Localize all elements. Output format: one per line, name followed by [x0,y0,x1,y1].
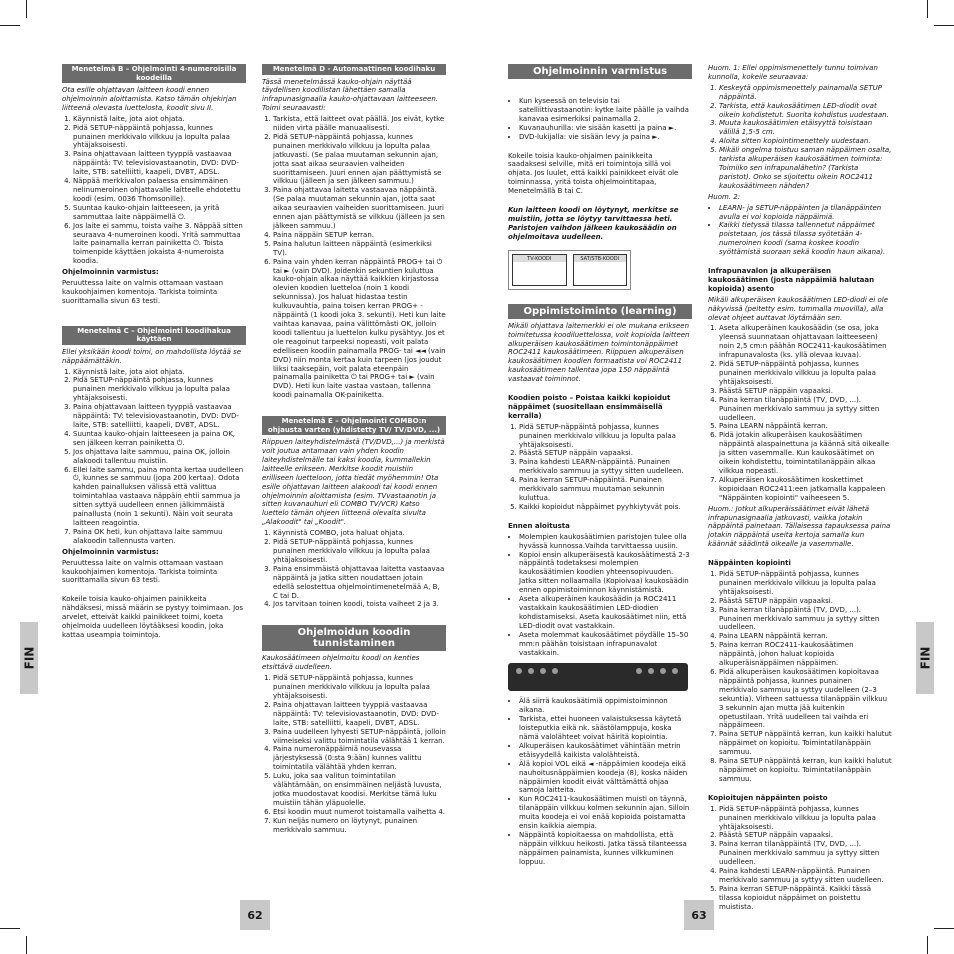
step: 4. Paina LEARN näppäintä kerran. [719,632,892,641]
bullet-item: • Kaikki tietyssä tilassa tallennetut näppäimet poistetaan, jos tässä tilassa syötetään 4-numeroinen koodi (sama koskee koodin syöttämistä suoraan sekä koodin haun aikana). [719,221,892,257]
step: 1. Pidä SETUP-näppäintä pohjassa, kunnes punainen merkkivalo vilkkuu ja lopulta palaa yhtäjaksoisesti. [273,674,446,701]
intro-text: Ota esille ohjattavan laitteen koodi ennen ohjelmoinnin aloittamista. Katso tämän ohjekirjan liitteenä olevasta luettelosta, koodit sivu II. [62,86,237,112]
code-note-boxes [508,250,631,290]
step: 3. Paina kerran tilanäppäintä (TV, DVD, ...). Punainen merkkivalo sammuu ja syttyy sitten uudelleen. [719,840,892,867]
step: 6. Pidä alkuperäisen kaukosäätimen kopioitavaa näppäintä pohjassa, kunnes punainen merkkivalo sammuu ja syttyy uudelleen (2–3 sekuntia). Virheen sattuessa tilanäppäin vilkkuu 3 sekunnin ajan mutta jää kuitenkin opetustilaan. Yritä uudelleen tai vaihda eri näppäimeen. [719,668,892,730]
steps-list [62,368,246,546]
step: 1. Aseta alkuperäinen kaukosäädin (se osa, joka yleensä suunnataan ohjattavaan laitteeseen) noin 2,5 cm:n päähän ROC2411-kaukosäätimen infrapunavalosta (ks. yllä olevaa kuvaa). [719,324,892,360]
bullet-list [508,97,692,142]
column-4 [708,64,892,914]
step: 1. Käynnistä COMBO, jota haluat ohjata. [273,529,446,538]
step: 3. Paina ohjattavaan laitteen tyyppiä vastaavaa näppäintä: TV: televisiovastaanotin, DVD: DVD-laite, STB: satelliitti, kaapeli, DVBT, ADSL. [73,403,246,430]
steps-list [708,570,892,784]
section-header-learning: Oppimistoiminto (learning) [508,304,692,319]
page-number-left: 62 [240,900,270,930]
step: 6. Ellei laite sammu, paina monta kertaa uudelleen ⏻, kunnes se sammuu (jopa 200 kertaa). Odota kahden painalluksen välissä että valittua toimintahlaa vastaava näppäin ehtii sammua ja sitten syttyä uudelleen ennen jälkimmäistä painallusta (noin 1 sekunti). Näin voit seurata laitteen reagointia. [73,466,246,528]
step: 4. Paina numeronäppäimiä nousevassa järjestyksessä (0:sta 9:ään) kunnes valittu toimintatila välähtää yhden kerran. [273,745,446,772]
step: 4. Jos tarvitaan toinen koodi, toista vaiheet 2 ja 3. [273,600,446,609]
step: 1. Tarkista, että laitteet ovat päällä. Jos eivät, kytke niiden virta päälle manuaalisesti. [273,115,446,133]
intro-text: Ellei yksikään koodi toimi, on mahdollista löytää se näppäämättäkin. [62,347,242,365]
step: 2. Päästä SETUP näppäin vapaaksi. [719,597,892,606]
steps-list [508,423,692,512]
bullet-list [508,697,692,866]
section-header-code-identification: Ohjelmoidun koodin tunnistaminen [262,625,446,651]
step: 2. Tarkista, että kaukosäätimen LED-diodit ovat oikein kohdistetut. Suorita kohdistus uudestaan. [719,102,892,120]
step: 3. Paina ensimmäistä ohjattavaa laitetta vastaavaa näppäintä ja jatka sitten noudattaen jotain edellä selostettua ohjelmointimenetelmää A, B, C tai D. [273,565,446,601]
step: 5. Jos ohjattava laite sammuu, paina OK, jolloin alakoodi tallentuu muistiin. [73,448,246,466]
step: 1. Käynnistä laite, jota aiot ohjata. [73,368,246,377]
step: 3. Paina kahdesti LEARN-näppäintä. Punainen merkkivalo sammuu ja syttyy sitten uudelleen. [519,458,692,476]
step: 5. Paina LEARN näppäintä kerran. [719,422,892,431]
bullet-list [508,533,692,658]
bullet-item: • Älä siirrä kaukosäätimiä oppimistoiminnon aikana. [519,697,692,715]
page-number-right: 63 [684,900,714,930]
intro-text: Tässä menetelmässä kauko-ohjain näyttää täydellisen koodilistan lähettäen samalla infrapunasignaalia kauko-ohjattavaan laitteeseen. Toimi seuraavasti: [262,77,439,113]
steps-list [708,84,892,191]
warning-text: Kun laitteen koodi on löytynyt, merkitse se muistiin, jotta se löytyy tarvittaessa heti. Paristojen vaihdon jälkeen kaukosäädin on ohjelmoitava uudelleen. [508,206,679,241]
paragraph: Peruuttessa laite on valmis ottamaan vastaan kaukoohjaimen komentoja. Tarkista toiminta suorittamalla sivun 63 testi. [62,279,224,305]
step: 4. Paina näppäin SETUP kerran. [273,231,446,240]
crop-mark [934,928,954,929]
step: 5. Kaikki kopioidut näppäimet pyyhkiytyvät pois. [519,503,692,512]
step: 2. Paina ohjattavan laitteen tyyppiä vastaavaa näppäintä: TV: televisiovastaanotin, DVD: DVD-laite, STB: satelliitti, kaapeli, DVBT, ADSL. [273,701,446,728]
note-text: Huom. 1: Ellei oppimismenettely tunnu toimivan kunnolla, kokeile seuraavaa: [708,64,878,81]
step: 4. Paina kahdesti LEARN-näppäintä. Punainen merkkivalo sammuu ja syttyy sitten uudelleen. [719,867,892,885]
section-header-method-c: Menetelmä C – Ohjelmointi koodihakua käyttäen [62,326,246,345]
step: 4. Paina kerran tilanäppäintä (TV, DVD, ...). Punainen merkkivalo sammuu ja syttyy sitten uudelleen. [719,396,892,423]
step: 5. Paina kerran ROC2411-kaukosäätimen näppäintä, johon haluat kopioida alkuperäisnäppäimen näppäimen. [719,641,892,668]
step: 2. Pidä SETUP-näppäintä pohjassa, kunnes punainen merkkivalo vilkkuu ja lopulta palaa jatkuvasti. (Se palaa muutaman sekunnin ajan, jotta saat aikaa seuraavien vaiheiden suorittamiseen. Juuri ennen ajan päättymistä se vilkkuu (jälleen ja sen jälkeen sammuu.) [273,133,446,186]
bullet-item: • LEARN- ja SETUP-näppäinten ja tilanäppäinten avulla ei voi kopioida näppäimiä. [719,204,892,222]
step: 7. Paina SETUP näppäintä kerran, kun kaikki halutut näppäimet on kopioitu. Toimintatilanäppäin sammuu. [719,730,892,757]
section-header-method-d: Menetelmä D - Automaattinen koodihaku [262,64,446,75]
intro-text: Kaukosäätimeen ohjelmoitu koodi on kenties etsittävä uudelleen. [262,654,420,672]
section-header-method-e: Menetelmä E – Ohjelmointi COMBO:n ohjausta varten (yhdistetty TV/ TV/DVD, ...) [262,416,446,435]
note-text: Huom.: Jotkut alkuperäissäätimet eivät lähetä infrapunasignaalia jatkuvasti, vaikka jotakin näppäintä painetaan. Tällaisessa tapauksessa paina jotakin näppäintä useita kertoja samalla kun käännät säädintä oikealle ja vasemmalle. [708,504,891,549]
step: 4. Näppää merkkivalon palaessa ensimmäinen nelinumeroinen ohjattavalle laitteelle ehdotettu koodi (esim. 0036 Thomsonille). [73,177,246,204]
bullet-item: • Älä kopioi VOL eikä ◄ -näppäimien koodeja eikä nauhoitusnäppäimien koodeja (8), koska näiden näppäimien koodit eivät välttämättä ohjaa samoja laitteita. [519,760,692,796]
step: 1. Pidä SETUP-näppäintä pohjassa, kunnes punainen merkkivalo vilkkuu ja lopulta palaa yhtäjaksoisesti. [519,423,692,450]
column-1 [62,64,246,642]
step: 1. Pidä SETUP-näppäintä pohjassa, kunnes punainen merkkivalo vilkkuu ja lopulta palaa yhtäjaksoisesti. [719,805,892,832]
step: 6. Etsi koodin muut numerot toistamalla vaihetta 4. [273,808,446,817]
language-tab-label: FIN [22,646,36,670]
bullet-item: • Kun ROC2411-kaukosäätimen muisti on täynnä, tilanäppäin vilkkuu kolmen sekunnin ajan. Silloin muita koodeja ei voi enää kopioida poistamatta ensin kaikkia aiempia. [519,795,692,831]
bullet-item: • Tarkista, ettei huoneen valaistuksessa käytetä loisteputkia eikä nk. säästölamppuja, koska nämä valolähteet voivat häiritä kopiointia. [519,715,692,742]
intro-text: Riippuen laiteyhdistelmästä (TV/DVD,...) ja merkistä voit joutua antamaan vain yhden koodin laiteyhdistelmälle tai kaksi koodia, kummallekin laitteelle erikseen. Merkitse koodit muistiin erilliseen luetteloon, jotta tiedät myöhemmin! Ota esille ohjattavan laitteen alakoodi tai koodi ennen ohjelmoinnin aloittamista (esim. TVvastaanotin ja sitten kuvanauhuri eli COMBO TV/VCR) Katso luettelo tämän ohjeen liitteenä olevalta sivulta „Alakoodit" tai „Koodit". [262,438,445,527]
step: 2. Päästä SETUP näppäin vapaaksi. [519,449,692,458]
subheading: Ohjelmoinnin varmistus: [62,547,159,556]
bullet-list [708,204,892,257]
step: 7. Kun neljäs numero on löytynyt, punainen merkkivalo sammuu. [273,817,446,835]
crop-mark [927,936,928,954]
paragraph: Peruuttessa laite on valmis ottamaan vastaan kaukoohjaimen komentoja. Tarkista toiminta suorittamalla sivun 63 testi. [62,558,224,585]
section-header-method-b: Menetelmä B – Ohjelmointi 4-numeroisilla koodeilla [62,64,246,83]
step: 6. Paina vain yhden kerran näppäintä PROG+ tai ⏻ tai ► (vain DVD). Joidenkin sekuntien kuluttua kauko-ohjain alkaa näyttää kaikkien kirjastossa olevien koodien luetteloa (noin 1 koodi sekunnissa). Jos haluat hidastaa testin kulkuvauhtia, paina toisen kerran PROG+ -näppäintä (1 koodi joka 3. sekunti). Heti kun laite vaihtaa kanavaa, paina välittömästi OK, jolloin koodi tallentuu ja luettelon kulku pysähtyy. Jos et ole reagoinut tarpeeksi nopeasti, voit palata edelliseen koodiin painamalla PROG- tai ◄◄ (vain DVD) niin monta kertaa kuin tarpeen (jos joudut liiksi taaksepäin, voit palata eteenpäin painamalla painiketta ⏻ tai PROG+ tai ► (vain DVD). Heti kun laite vastaa vastaan, tallenna koodi painamalla OK-painiketta. [273,258,446,401]
steps-list [262,529,446,609]
bullet-item: • Kun kyseessä on televisio tai satelliittivastaanotin: kytke laite päälle ja vaihda kanavaa esimerkiksi painamalla 2. [519,97,692,124]
crop-mark [934,25,954,26]
subheading: Ohjelmoinnin varmistus: [62,268,159,277]
step: 4. Suuntaa kauko-ohjain laitteeseen ja paina OK, sen jälkeen kerran painiketta ⏻. [73,430,246,448]
bullet-item: • DVD-lukijalla: vie sisään levy ja paina ►. [519,133,692,142]
step: 2. Pidä SETUP-näppäintä pohjassa, kunnes punainen merkkivalo vilkkuu ja lopulta palaa yhtäjaksoisesti. [719,360,892,387]
step: 2. Pidä SETUP-näppäintä pohjassa, kunnes punainen merkkivalo vilkkuu ja lopulta palaa yhtäjaksoisesti. [73,124,246,151]
paragraph: Kokeile toisia kauko-ohjaimen painikkeita saadaksesi selville, mitä eri toimintoja sillä voi ohjata. Jos luulet, että kaikki painikkeet eivät ole toiminnassa, yritä toista ohjelmointitapaa, Menetelmällä B tai C. [508,151,679,196]
language-tab-left [20,622,38,694]
step: 5. Paina halutun laitteen näppäintä (esimerkiksi TV). [273,240,446,258]
note-text: Huom. 2: [708,192,741,201]
crop-mark [0,25,20,26]
crop-mark [0,928,20,929]
column-2 [262,64,446,836]
crop-mark [26,936,27,954]
step: 3. Paina ohjattavaan laitteen tyyppiä vastaavaa näppäintä: TV: televisiovastaanotin, DVD: DVD-laite, STB: satelliitti, kaapeli, DVBT, ADSL. [73,150,246,177]
crop-mark [26,0,27,18]
subheading: Näppäinten kopiointi [708,559,791,568]
step: 4. Aloita sitten kopiointimenettely uudestaan. [719,137,892,146]
sat-stb-code-box: SAT/STB-KOODI [573,254,628,286]
step: 3. Muuta kaukosäätimien etäisyyttä toisistaan välillä 1,5-5 cm. [719,119,892,137]
step: 1. Pidä SETUP-näppäintä pohjassa, kunnes punainen merkkivalo vilkkuu ja lopulta palaa yhtäjaksoisesti. [719,570,892,597]
subheading: Koodien poisto – Poistaa kaikki kopioidut näppäimet (suositellaan ensimmäisellä kerralla) [508,394,671,420]
step: 7. Alkuperäisen kaukosäätimen koskettimet kopioidaan ROC2411:een jatkamalla kappaleen "Näppäinten kopiointi" vaiheeseen 5. [719,476,892,503]
step: 5. Mikäli ongelma toistuu saman näppäimen osalta, tarkista alkuperäisen kaukosäätimen toiminta: Toimiiko sen infrapunalähetin? (Tarkista paristot). Onko se sijoitettu oikein ROC2411 kaukosäätimeen nähden? [719,146,892,191]
intro-text: Mikäli ohjattava laitemerkki ei ole mukana erikseen toimitetussa koodiluettelossa, voit kopioida laitteen alkuperäisen kaukosäätimen toimintonäppäimet ROC2411 kaukosäätimeen. Riippuen alkuperäisen kaukosäätimen koodien formaatista voi ROC2411 kaukosäätimeen tallentaa jopa 150 näppäintä vastaavat toiminnot. [508,321,690,384]
subheading: Ennen aloitusta [508,521,570,530]
step: 3. Paina kerran tilanäppäintä (TV, DVD, ...). Punainen merkkivalo sammuu ja syttyy sitten uudelleen. [719,606,892,633]
step: 2. Päästä SETUP näppäin vapaaksi. [719,831,892,840]
step: 5. Paina kerran SETUP-näppäintä. Kaikki tässä tilassa kopioidut näppäimet on poistettu muistista. [719,885,892,912]
subheading: Kopioitujen näppäinten poisto [708,793,828,802]
bullet-item: • Kopioi ensin alkuperäisestä kaukosäätimestä 2-3 näppäintä todetaksesi molempien kaukosäätimien koodien yhteensopivuuden. Jatka sitten nollaamalla (Kopioivaa) kaukosäädin ennen oppimistoiminnon käynnistämistä. [519,551,692,596]
step: 6. Jos laite ei sammu, toista vaihe 3. Näppää sitten seuraava 4-numeroinen koodi. Yritä sammuttaa laite painamalla kerran painiketta ⏻. Toista toimenpide käyttäen jokaista 4-numeroista koodia. [73,222,246,267]
step: 1. Käynnistä laite, jota aiot ohjata. [73,115,246,124]
step: 3. Paina ohjattavaa laitetta vastaavaa näppäintä. (Se palaa muutaman sekunnin ajan, jotta saat aikaa seuraavien vaiheiden suorittamiseen. Juuri ennen ajan päättymistä se vilkkuu (jälleen ja sen jälkeen sammuu.) [273,186,446,231]
step: 7. Paina OK heti, kun ohjattava laite sammuu alakoodin tallennusta varten. [73,528,246,546]
steps-list [262,115,446,400]
steps-list [708,805,892,912]
bullet-item: • Näppäintä kopioitaessa on mahdollista, että näppäin vilkkuu heikosti. Jatka tässä tilanteessa näppäimen painamista, kunnes vilkkuminen loppuu. [519,831,692,867]
column-3 [508,64,692,869]
section-header-verification: Ohjelmoinnin varmistus [508,64,692,79]
language-tab-right [916,622,934,694]
step: 3. Päästä SETUP näppäin vapaaksi. [719,387,892,396]
crop-mark [927,0,928,18]
bullet-item: • Aseta molemmat kaukosäätimet pöydälle 15–50 mm:n päähän toisistaan infrapunavalot vastakkain. [519,631,692,658]
step: 2. Pidä SETUP-näppäintä pohjassa, kunnes punainen merkkivalo vilkkuu ja lopulta palaa yhtäjaksoisesti. [73,376,246,403]
paragraph: Kokeile toisia kauko-ohjaimen painikkeita nähdäksesi, missä määrin se pystyy toimimaan. Jos arvelet, etteivät kaikki painikkeet toimi, koeta ohjelmoida uudelleen löytääksesi koodin, joka kattaa useampia toimintoja. [62,595,244,639]
remote-controls-illustration [508,663,688,691]
subheading: Infrapunavalon ja alkuperäisen kaukosäätimen (josta näppäimiä halutaan kopioida) asento [708,267,875,293]
step: 2. Pidä SETUP-näppäintä pohjassa, kunnes punainen merkkivalo vilkkuu ja lopulta palaa yhtäjaksoisesti. [273,538,446,565]
tv-code-box: TV-KOODI [512,254,567,286]
steps-list [262,674,446,834]
bullet-item: • Kuvanauhurilla: vie sisään kasetti ja paina ►. [519,124,692,133]
step: 1. Keskeytä oppimismenettely painamalla SETUP näppäintä. [719,84,892,102]
step: 8. Paina SETUP näppäintä kerran, kun kaikki halutut näppäimet on kopioitu. Toimintatilanäppäin sammuu. [719,757,892,784]
step: 5. Suuntaa kauko-ohjain laitteeseen, ja yritä sammuttaa laite näppäimellä ⏻. [73,204,246,222]
step: 6. Pidä jotakin alkuperäisen kaukosäätimen näppäintä alaspainettuna ja käännä sitä oikealle ja sitten vasemmalle. Kun kaukosäätimet on oikein kohdistettu, toimintatilanäppäin alkaa vilkkua nopeasti. [719,431,892,476]
steps-list [62,115,246,266]
step: 3. Paina uudelleen lyhyesti SETUP-näppäintä, jolloin viimeiseksi valittu toimintatila välähtää 1 kerran. [273,728,446,746]
bullet-item: • Alkuperäisen kaukosäätimet vähintään metrin etäisyydellä kaikista valolähteistä. [519,742,692,760]
bullet-item: • Aseta alkuperäinen kaukosäädin ja ROC2411 vastakkain kaukosäätimien LED-diodien kohdistamiseksi. Aseta kaukosäätimet niin, että LED-diodit ovat vastakkain. [519,595,692,631]
step: 4. Paina kerran SETUP-näppäintä. Punainen merkkivalo sammuu muutaman sekunnin kuluttua. [519,476,692,503]
step: 5. Luku, joka saa valitun toimintatilan välähtämään, on ensimmäinen neljästä luvusta, jotka muodostavat koodisi. Merkitse tämä luku muistiin tähän yläpuolelle. [273,772,446,808]
steps-list [708,324,892,502]
intro-text: Mikäli alkuperäisen kaukosäätimen LED-diodi ei ole näkyvissä (peitetty esim. tummalla muovilla), alla olevat ohjeet auttavat löytämään sen. [708,295,888,322]
bullet-item: • Molempien kaukosäätimien paristojen tulee olla hyvässä kunnossa.Vaihda tarvittaessa uusiin. [519,533,692,551]
language-tab-label: FIN [918,646,932,670]
